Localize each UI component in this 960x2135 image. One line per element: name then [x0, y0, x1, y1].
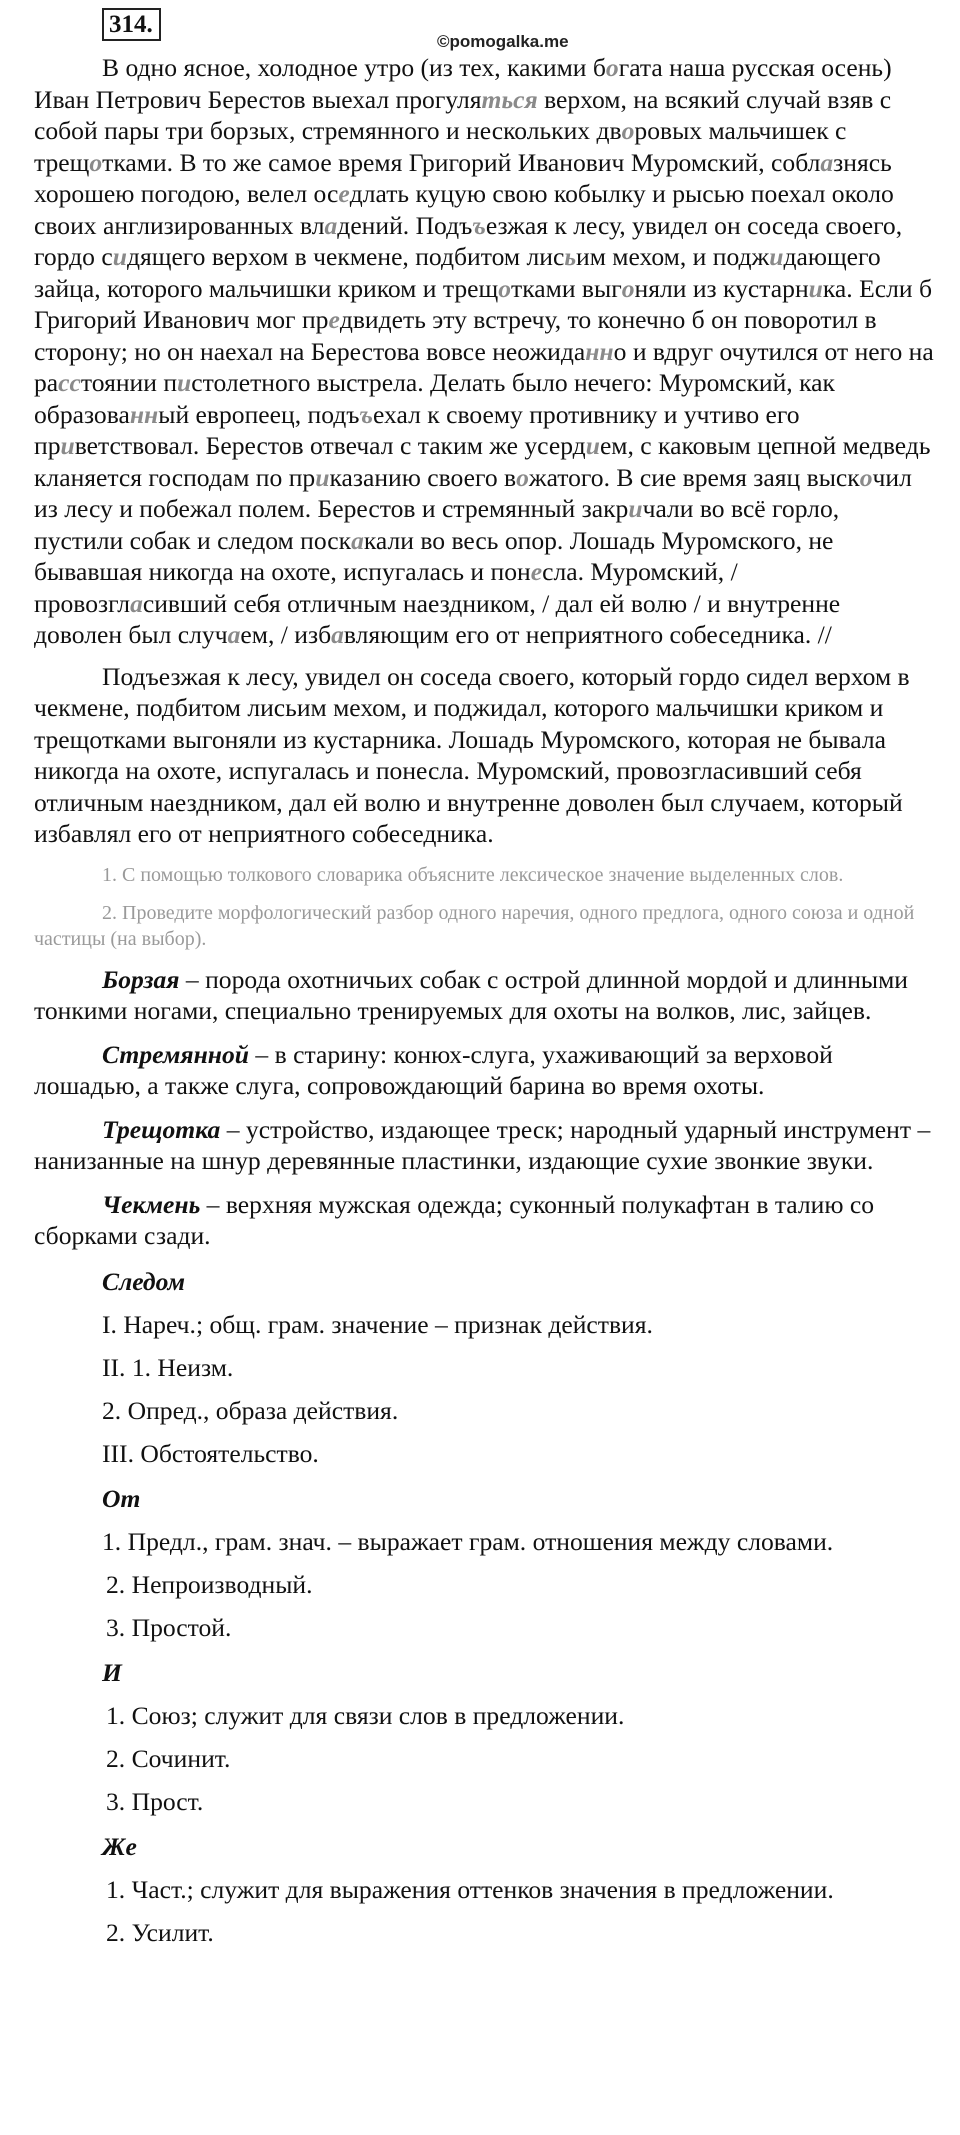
- text-fragment: В одно ясное, холодное утро (из тех, какими б: [102, 53, 606, 82]
- highlighted-letter: и: [177, 368, 192, 397]
- text-fragment: дящего верхом в чекмене, подбитом лис: [126, 242, 565, 271]
- highlighted-letter: нн: [585, 336, 614, 366]
- analysis-line: 3. Прост.: [106, 1786, 204, 1816]
- text-fragment: жатого. В сие время заяц выск: [528, 462, 860, 492]
- text-fragment: тоянии п: [80, 368, 178, 397]
- definition: [34, 1114, 934, 1177]
- analysis-line: 1. Союз; служит для связи слов в предложении.: [106, 1700, 625, 1730]
- analysis-line: 2. Сочинит.: [106, 1743, 231, 1773]
- text-fragment: гата наша русская осень) Иван Петрович Берестов выехал прогуля: [34, 53, 892, 114]
- definition-text: – устройство, издающее треск; народный ударный инструмент – нанизанные на шнур деревянные пластинки, издающие сухие звонкие звуки.: [34, 1114, 931, 1175]
- highlighted-letter: а: [227, 620, 241, 649]
- highlighted-letter: а: [820, 147, 834, 177]
- analysis-line: II. 1. Неизм.: [102, 1352, 234, 1382]
- text-fragment: ем, / изб: [240, 620, 332, 649]
- highlighted-letter: о: [516, 462, 529, 492]
- highlighted-letter: и: [112, 242, 127, 271]
- text-fragment: столетного выстрела. Делать было нечего: Муромский, как образова: [34, 368, 835, 429]
- header: [34, 8, 934, 52]
- rewrite-text: Подъезжая к лесу, увидел он соседа своего, который гордо сидел верхом в чекмене, подбитом лисьим мехом, и поджидал, которого мальчишки криком и трещотками выгоняли из кустарника. Лошадь Муромского, которая не бывала никогда на охоте, испугалась и понесла. Муромский, провозгласивший себя отличным наездником, дал ей волю и внутренне доволен был случаем, который избавлял его от неприятного собеседника.: [34, 661, 910, 848]
- text-fragment: им мехом, и подж: [576, 242, 770, 271]
- highlighted-letter: и: [628, 494, 643, 523]
- analysis-line: 2. Опред., образа действия.: [102, 1395, 399, 1425]
- definition-term: Борзая: [102, 964, 180, 994]
- highlighted-letter: е: [328, 305, 340, 334]
- analysis-line: 1. Част.; служит для выражения оттенков значения в предложении.: [106, 1874, 834, 1904]
- text-fragment: ка. Если б Григорий Иванович мог пр: [34, 273, 932, 334]
- highlighted-letter: и: [808, 273, 823, 303]
- highlighted-letter: а: [351, 525, 364, 555]
- analysis-word: Же: [102, 1831, 137, 1861]
- text-fragment: ветствовал. Берестов отвечал с таким же усерд: [74, 431, 586, 460]
- highlighted-letter: ться: [481, 84, 538, 114]
- highlighted-letter: о: [89, 147, 103, 177]
- highlighted-letter: ь: [564, 242, 577, 271]
- text-fragment: дений. Подъ: [337, 210, 473, 240]
- text-fragment: ехал к своему противнику и учтиво его пр: [34, 399, 800, 460]
- definition-text: – верхняя мужская одежда; суконный полукафтан в талию со сборками сзади.: [34, 1189, 875, 1250]
- text-fragment: о и вдруг очутился от него на ра: [34, 336, 934, 397]
- definition-term: Трещотка: [102, 1114, 221, 1144]
- highlighted-letter: а: [331, 620, 344, 649]
- page: [34, 8, 934, 1948]
- highlighted-letter: нн: [129, 399, 159, 429]
- definition: [34, 964, 934, 1027]
- text-fragment: тками. В то же самое время Григорий Иванович Муромский, собл: [102, 147, 821, 177]
- highlighted-letter: и: [315, 462, 330, 492]
- text-fragment: езжая к лесу, увидел он соседа своего, гордо с: [34, 210, 903, 271]
- definition-term: Чекмень: [102, 1189, 201, 1219]
- analysis-word: От: [102, 1483, 141, 1513]
- text-fragment: чил из лесу и побежал полем. Берестов и стремянный закр: [34, 462, 912, 523]
- highlighted-letter: е: [338, 179, 350, 208]
- text-fragment: длать куцую свою кобылку и рысью поехал около своих англизированных вл: [34, 179, 894, 240]
- analysis-line: 2. Непроизводный.: [106, 1569, 313, 1599]
- highlighted-letter: о: [621, 273, 635, 303]
- highlighted-letter: сс: [58, 368, 81, 397]
- text-fragment: ый европеец, подъ: [158, 399, 360, 429]
- text-fragment: сивший себя отличным наездником, / дал ей волю / и внутренне доволен был случ: [34, 588, 841, 649]
- highlighted-letter: о: [859, 462, 873, 492]
- definition-text: – в старину: конюх-слуга, ухаживающий за верховой лошадью, а также слуга, сопровождающий барина во время охоты.: [34, 1039, 833, 1100]
- exercise-number: 314.: [102, 8, 161, 41]
- analysis-word: И: [102, 1657, 122, 1687]
- task-1: 1. С помощью толкового словарика объясните лексическое значение выделенных слов.: [102, 863, 844, 886]
- text-fragment: тками выг: [511, 273, 622, 303]
- highlighted-letter: а: [130, 588, 143, 618]
- highlighted-letter: и: [585, 431, 600, 460]
- definition-term: Стремянной: [102, 1039, 250, 1069]
- analysis-word: Следом: [102, 1266, 185, 1296]
- main-text: [34, 52, 934, 651]
- text-fragment: ем, с каковым цепной медведь кланяется господам по пр: [34, 431, 931, 492]
- watermark: ©pomogalka.me: [434, 32, 572, 52]
- analysis-line: 1. Предл., грам. знач. – выражает грам. отношения между словами.: [102, 1526, 834, 1556]
- highlighted-letter: о: [498, 273, 512, 303]
- analysis-line: III. Обстоятельство.: [102, 1438, 319, 1468]
- text-fragment: чали во всё горло, пустили собак и следом поск: [34, 494, 840, 555]
- text-fragment: няли из кустарн: [634, 273, 809, 303]
- text-fragment: вляющим его от неприятного собеседника. //: [343, 620, 832, 649]
- definition-text: – порода охотничьих собак с острой длинной мордой и длинными тонкими ногами, специально тренируемых для охоты на волков, лис, зайцев.: [34, 964, 908, 1025]
- analysis-line: 2. Усилит.: [106, 1917, 214, 1947]
- highlighted-letter: е: [530, 557, 543, 586]
- highlighted-letter: и: [769, 242, 784, 271]
- text-fragment: знясь хорошею погодою, велел ос: [34, 147, 892, 208]
- text-fragment: кали во весь опор. Лошадь Муромского, не бывавшая никогда на охоте, испугалась и пон: [34, 525, 834, 586]
- analysis-line: 3. Простой.: [106, 1612, 232, 1642]
- highlighted-letter: и: [60, 431, 75, 460]
- highlighted-letter: ъ: [472, 210, 486, 240]
- text-fragment: сла. Муромский, / провозгл: [34, 557, 738, 618]
- analysis-line: I. Нареч.; общ. грам. значение – признак действия.: [102, 1309, 653, 1339]
- highlighted-letter: о: [621, 116, 635, 145]
- task-2: 2. Проведите морфологический разбор одного наречия, одного предлога, одного союза и одной частицы (на выбор).: [34, 901, 915, 950]
- text-fragment: двидеть эту встречу, то конечно б он поворотил в сторону; но он наехал на Берестова вовсе неожида: [34, 305, 877, 366]
- text-fragment: казанию своего в: [329, 462, 517, 492]
- text-fragment: ровых мальчишек с трещ: [34, 116, 847, 177]
- text-fragment: дающего зайца, которого мальчишки криком и трещ: [34, 242, 881, 303]
- text-fragment: верхом, на всякий случай взяв с собой пары три борзых, стремянного и нескольких дв: [34, 84, 892, 145]
- highlighted-letter: ъ: [359, 399, 374, 429]
- highlighted-letter: о: [605, 53, 619, 82]
- definition: [34, 1189, 934, 1252]
- definition: [34, 1039, 934, 1102]
- highlighted-letter: а: [324, 210, 338, 240]
